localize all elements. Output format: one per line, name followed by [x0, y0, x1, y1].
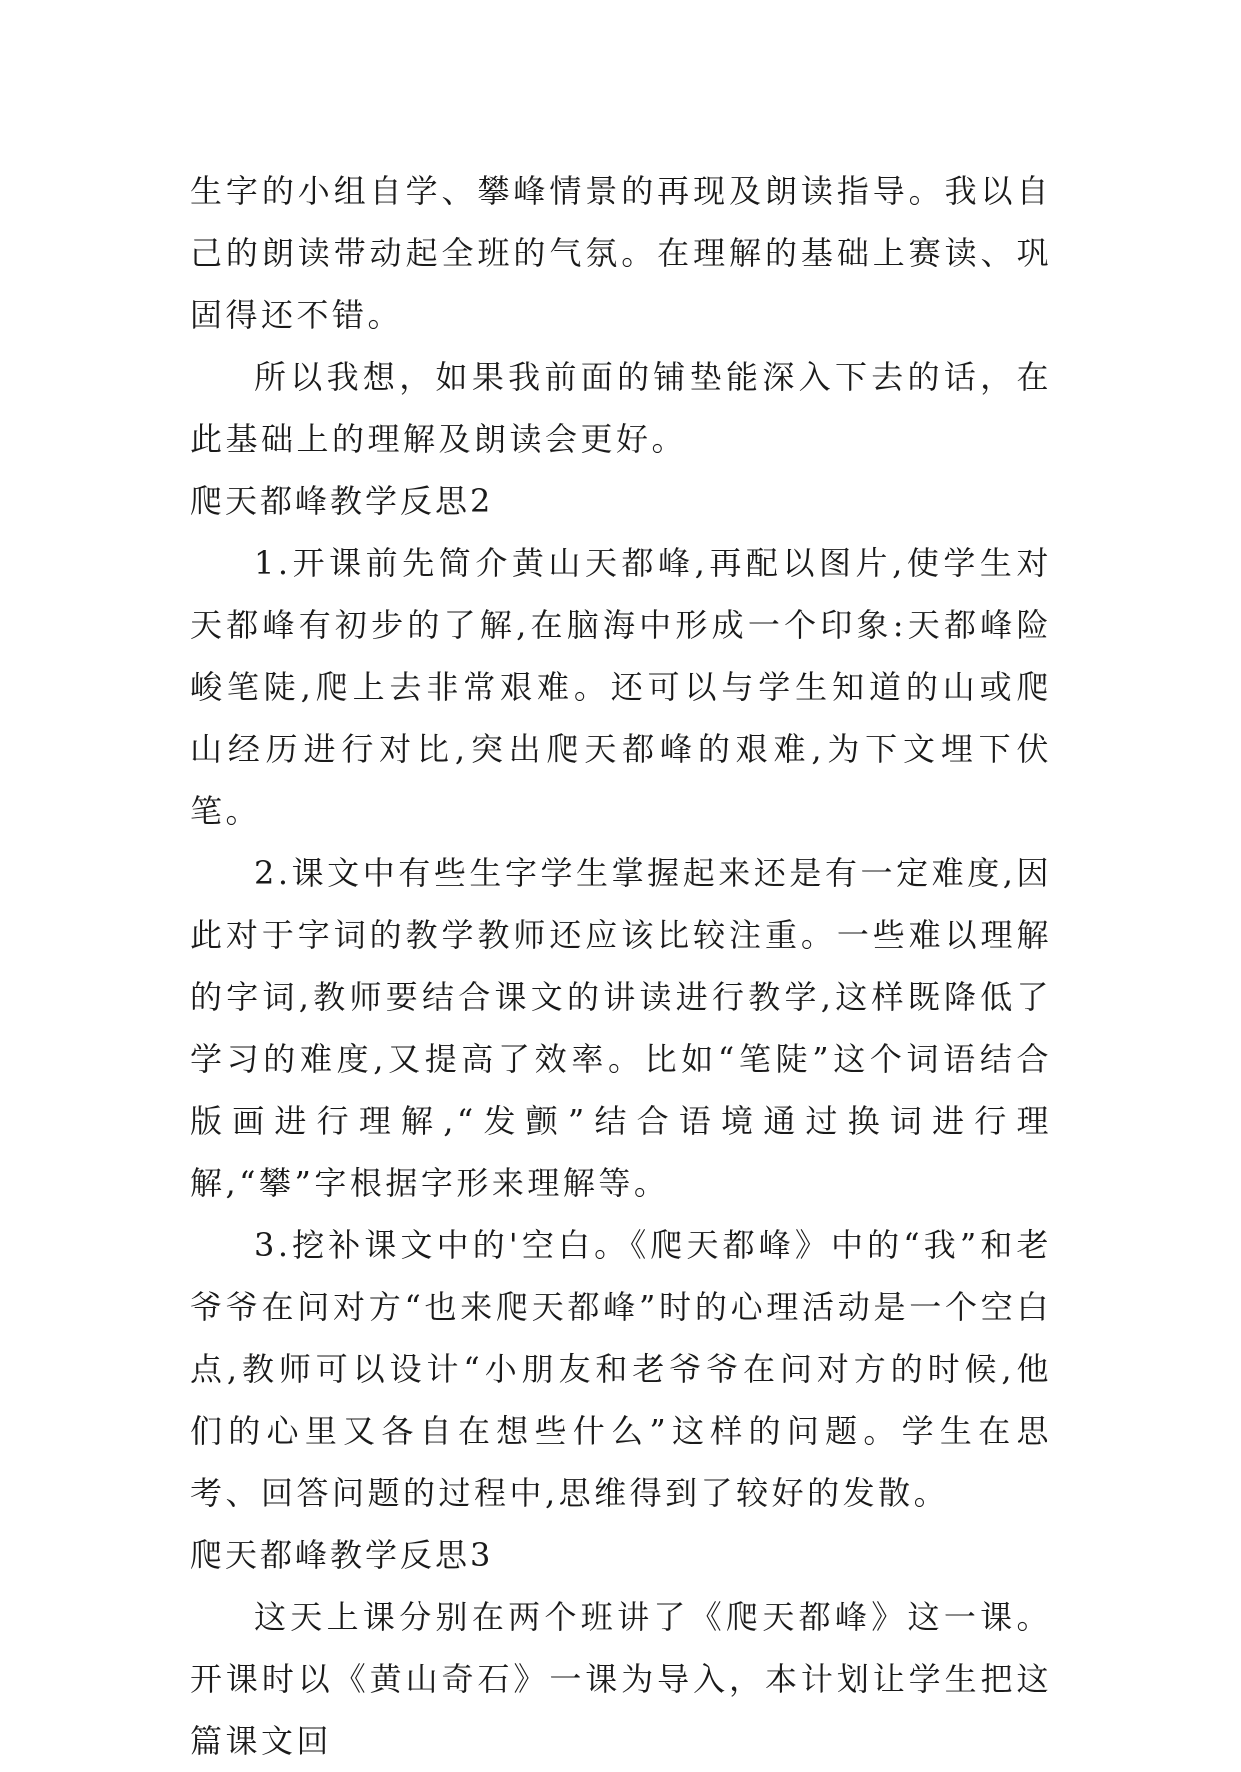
section-heading: 爬天都峰教学反思3: [190, 1536, 494, 1574]
paragraph: 1.开课前先简介黄山天都峰,再配以图片,使学生对天都峰有初步的了解,在脑海中形成一个印象:天都峰险峻笔陡,爬上去非常艰难。还可以与学生知道的山或爬山经历进行对比,突出爬天都峰的艰难,为下文埋下伏笔。: [190, 544, 1052, 830]
section-heading: 爬天都峰教学反思2: [190, 482, 494, 520]
paragraph: 2.课文中有些生字学生掌握起来还是有一定难度,因此对于字词的教学教师还应该比较注重。一些难以理解的字词,教师要结合课文的讲读进行教学,这样既降低了学习的难度,又提高了效率。比如“笔陡”这个词语结合版画进行理解,“发颤”结合语境通过换词进行理解,“攀”字根据字形来理解等。: [190, 854, 1052, 1202]
paragraph: 所以我想，如果我前面的铺垫能深入下去的话，在此基础上的理解及朗读会更好。: [190, 358, 1052, 458]
paragraph: 这天上课分别在两个班讲了《爬天都峰》这一课。开课时以《黄山奇石》一课为导入，本计划让学生把这篇课文回: [190, 1598, 1052, 1760]
document-body: [190, 160, 1052, 1772]
paragraph-continued: 生字的小组自学、攀峰情景的再现及朗读指导。我以自己的朗读带动起全班的气氛。在理解的基础上赛读、巩固得还不错。: [190, 172, 1052, 334]
paragraph: 3.挖补课文中的'空白。《爬天都峰》中的“我”和老爷爷在问对方“也来爬天都峰”时的心理活动是一个空白点,教师可以设计“小朋友和老爷爷在问对方的时候,他们的心里又各自在想些什么”这样的问题。学生在思考、回答问题的过程中,思维得到了较好的发散。: [190, 1226, 1052, 1512]
